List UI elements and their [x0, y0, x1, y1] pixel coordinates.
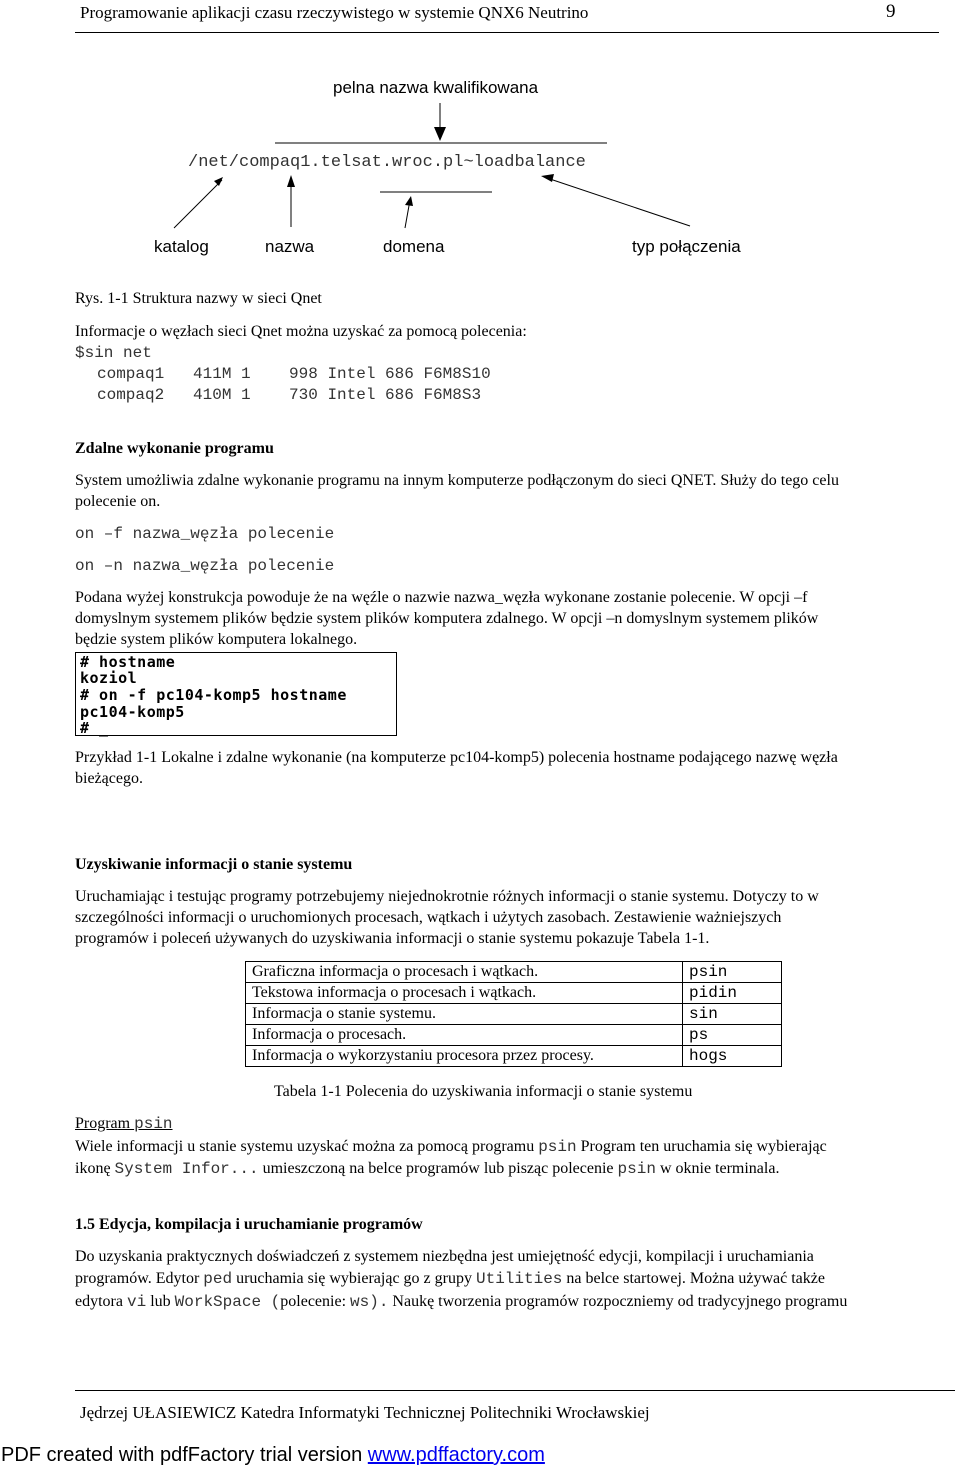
terminal-line: pc104-komp5 [80, 703, 185, 721]
psin-para-line [75, 1160, 779, 1178]
table-cell-cmd: sin [683, 1004, 782, 1025]
psin-text: Wiele informacji u stanie systemu uzyskać można za pomocą programu [75, 1138, 539, 1155]
terminal-line: # hostname [80, 653, 176, 671]
pdffactory-link[interactable]: www.pdffactory.com [367, 1444, 545, 1466]
psin-text: umieszczoną na belce programów lub pisząc polecenie [258, 1160, 618, 1177]
table-caption: Tabela 1-1 Polecenia do uzyskiwania informacji o stanie systemu [274, 1083, 693, 1100]
sin-net-row: compaq2 410M 1 730 Intel 686 F6M8S3 [97, 386, 482, 404]
sec15-text: uruchamia się wybierając go z grupy [232, 1270, 476, 1287]
table-cell-desc: Graficzna informacja o procesach i wątkach. [246, 962, 683, 983]
figure-top-label: pelna nazwa kwalifikowana [333, 78, 539, 97]
info-para-line: szczególności informacji o uruchomionych procesach, wątkach i użytych zasobach. Zestawienie ważniejszych [75, 909, 782, 926]
example-caption-line: bieżącego. [75, 770, 143, 787]
system-infor-cmd: System Infor... [114, 1160, 259, 1178]
sec15-text: edytora [75, 1293, 127, 1310]
label-typ-polaczenia: typ połączenia [632, 237, 741, 256]
psin-cmd: psin [617, 1160, 656, 1178]
section-heading-15: 1.5 Edycja, kompilacja i uruchamianie programów [75, 1216, 423, 1233]
sec15-text: polecenie: [280, 1293, 351, 1310]
table-cell-desc: Informacja o stanie systemu. [246, 1004, 683, 1025]
ped-cmd: ped [203, 1270, 233, 1288]
on-command-f: on –f nazwa_węzła polecenie [75, 525, 335, 543]
sec15-text: programów. Edytor [75, 1270, 204, 1287]
table-cell-cmd: hogs [683, 1046, 782, 1067]
table-row [246, 1004, 782, 1025]
table-cell-cmd: pidin [683, 983, 782, 1004]
sin-net-command: $sin net [75, 344, 152, 362]
table-row [246, 1046, 782, 1067]
page-number: 9 [886, 1, 896, 22]
section-heading-info: Uzyskiwanie informacji o stanie systemu [75, 856, 353, 873]
psin-heading [75, 1115, 173, 1133]
utilities-cmd: Utilities [475, 1270, 563, 1288]
workspace-cmd: WorkSpace ( [174, 1293, 281, 1311]
psin-para-line [75, 1138, 827, 1156]
psin-cmd: psin [538, 1138, 577, 1156]
terminal-line: # _ [80, 719, 109, 737]
pdf-watermark-text: PDF created with pdfFactory trial version [1, 1444, 368, 1466]
running-header-title: Programowanie aplikacji czasu rzeczywistego w systemie QNX6 Neutrino [80, 3, 589, 22]
sec15-para-line [75, 1270, 825, 1288]
sin-net-row: compaq1 411M 1 998 Intel 686 F6M8S10 [97, 365, 491, 383]
label-domena: domena [383, 237, 445, 256]
example-caption-line: Przykład 1-1 Lokalne i zdalne wykonanie (na komputerze pc104-komp5) polecenia hostname podającego nazwę węzła [75, 749, 838, 766]
sec15-text: na belce startowej. Można używać także [562, 1270, 825, 1287]
table-row [246, 1025, 782, 1046]
remote-para2-line: Podana wyżej konstrukcja powoduje że na węźle o nazwie nazwa_węzła wykonane zostanie polecenie. W opcji –f [75, 589, 808, 606]
label-nazwa: nazwa [265, 237, 315, 256]
psin-heading-text: Program [75, 1115, 135, 1132]
sec15-text: lub [146, 1293, 175, 1310]
terminal-line: koziol [80, 669, 138, 687]
table-row [246, 962, 782, 983]
pdf-watermark [1, 1444, 545, 1467]
table-cell-cmd: psin [683, 962, 782, 983]
vi-cmd: vi [126, 1293, 147, 1311]
table-cell-desc: Informacja o wykorzystaniu procesora przez procesy. [246, 1046, 683, 1067]
info-para-line: programów i poleceń używanych do uzyskiwania informacji o stanie systemu pokazuje Tabela 1-1. [75, 930, 710, 947]
remote-para2-line: będzie system plików komputera lokalnego. [75, 631, 358, 648]
terminal-screenshot [75, 652, 397, 736]
table-cell-cmd: ps [683, 1025, 782, 1046]
qualified-path: /net/compaq1.telsat.wroc.pl~loadbalance [188, 153, 586, 172]
intro-text: Informacje o węzłach sieci Qnet można uzyskać za pomocą polecenia: [75, 323, 527, 340]
sec15-para-line [75, 1293, 847, 1311]
remote-para2-line: domyslnym systemem plików będzie system plików komputera zdalnego. W opcji –n domyslnym systemem plików [75, 610, 819, 627]
psin-text: w oknie terminala. [655, 1160, 780, 1177]
table-row [246, 983, 782, 1004]
table-cell-desc: Informacja o procesach. [246, 1025, 683, 1046]
psin-text: Program ten uruchamia się wybierając [576, 1138, 827, 1155]
commands-table [245, 961, 782, 1067]
psin-heading-cmd: psin [134, 1115, 173, 1133]
psin-text: ikonę [75, 1160, 115, 1177]
figure-caption: Rys. 1-1 Struktura nazwy w sieci Qnet [75, 290, 322, 307]
table-cell-desc: Tekstowa informacja o procesach i wątkach. [246, 983, 683, 1004]
remote-para1-line: polecenie on. [75, 493, 161, 510]
sec15-para-line: Do uzyskania praktycznych doświadczeń z systemem niezbędna jest umiejętność edycji, kompilacji i uruchamiania [75, 1248, 814, 1265]
sec15-text: Naukę tworzenia programów rozpoczniemy od tradycyjnego programu [388, 1293, 848, 1310]
figure-arrows [0, 0, 960, 300]
label-katalog: katalog [154, 237, 209, 256]
footer-author: Jędrzej UŁASIEWICZ Katedra Informatyki Technicznej Politechniki Wrocławskiej [80, 1403, 650, 1422]
info-para-line: Uruchamiając i testując programy potrzebujemy niejednokrotnie różnych informacji o stanie systemu. Dotyczy to w [75, 888, 819, 905]
on-command-n: on –n nazwa_węzła polecenie [75, 557, 335, 575]
footer-rule [75, 1390, 955, 1391]
terminal-line: # on -f pc104-komp5 hostname [80, 686, 347, 704]
remote-para1-line: System umożliwia zdalne wykonanie programu na innym komputerze podłączonym do sieci QNET. Służy do tego celu [75, 472, 839, 489]
ws-cmd: ws). [350, 1293, 389, 1311]
section-heading-remote: Zdalne wykonanie programu [75, 440, 274, 457]
